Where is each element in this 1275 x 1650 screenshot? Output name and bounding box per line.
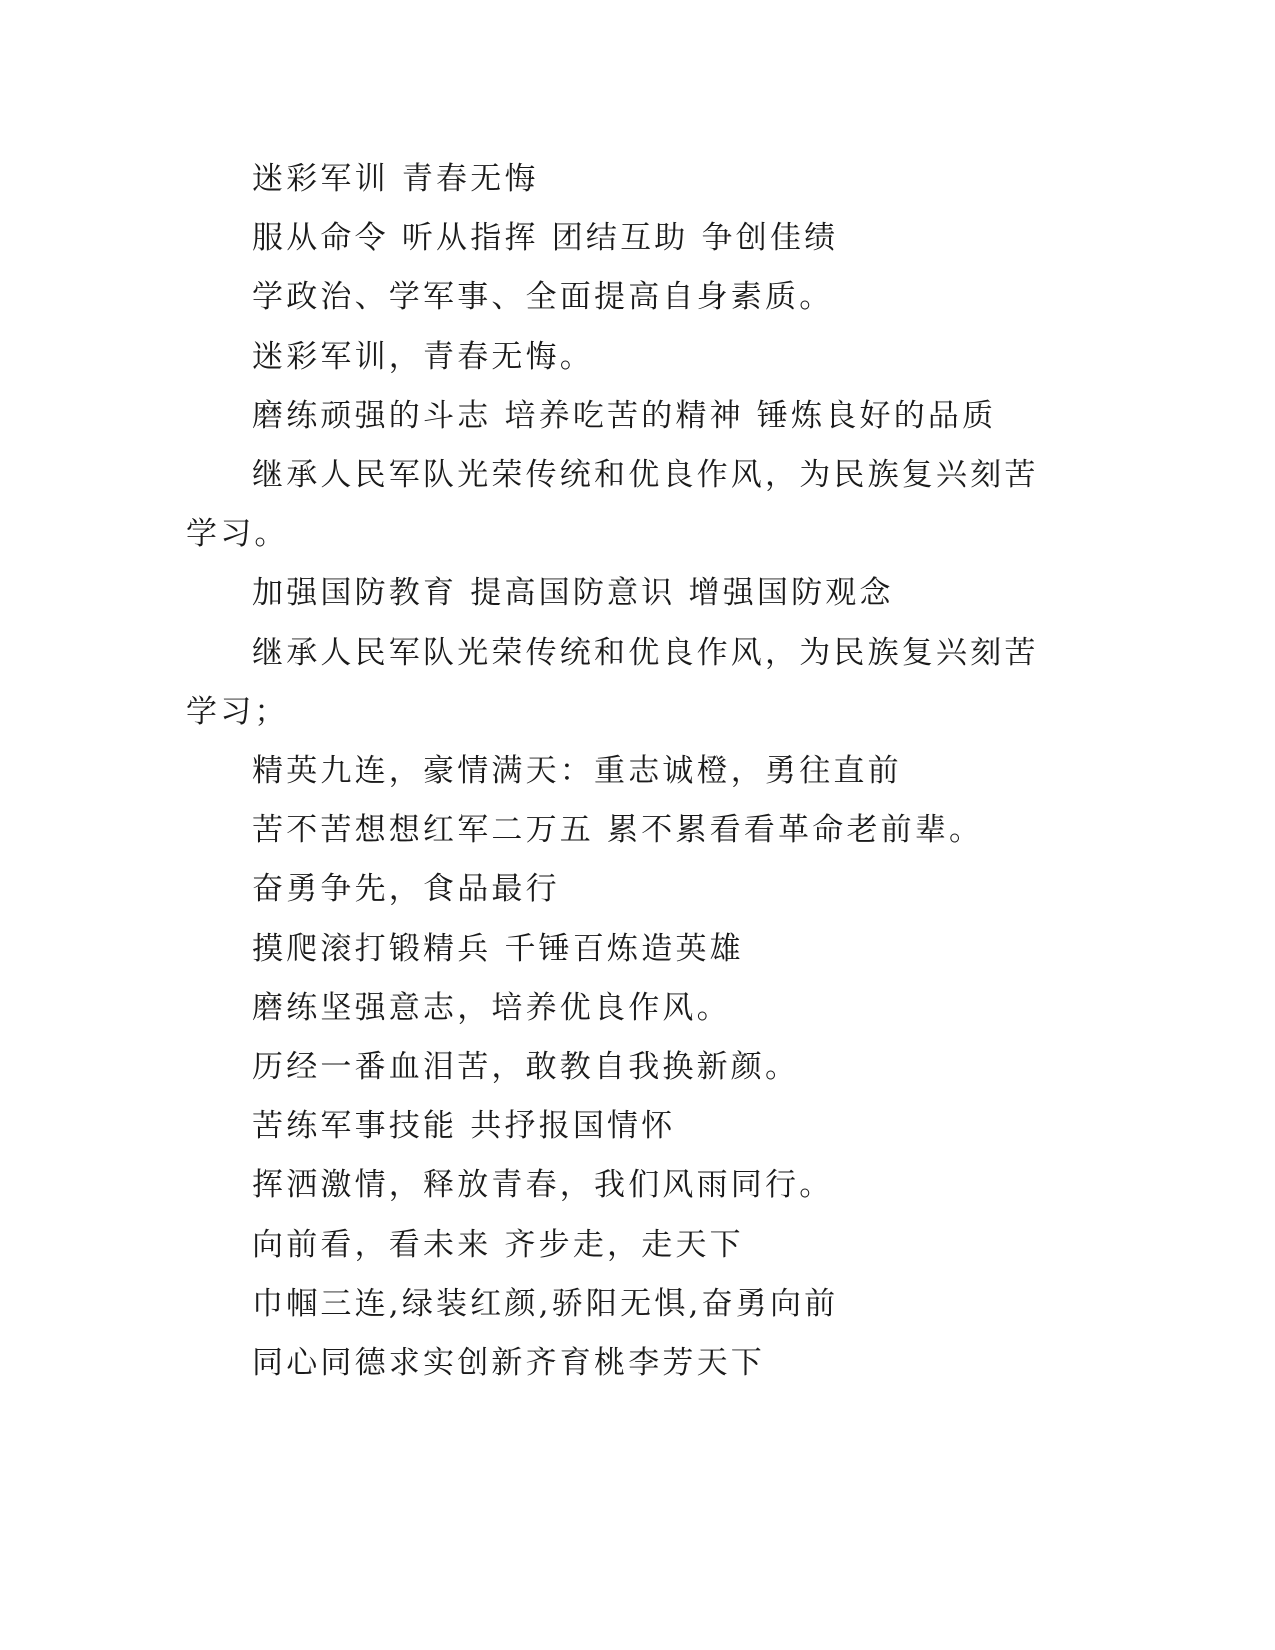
paragraph: 巾帼三连,绿装红颜,骄阳无惧,奋勇向前 xyxy=(252,1285,839,1322)
paragraph: 精英九连，豪情满天：重志诚橙，勇往直前 xyxy=(252,753,902,790)
paragraph: 迷彩军训，青春无悔。 xyxy=(252,338,594,375)
document-body xyxy=(186,150,1046,1393)
paragraph: 继承人民军队光荣传统和优良作风，为民族复兴刻苦学习。 xyxy=(186,457,1039,553)
paragraph: 历经一番血泪苦，敢教自我换新颜。 xyxy=(252,1049,800,1086)
paragraph: 奋勇争先，食品最行 xyxy=(252,871,560,908)
paragraph: 继承人民军队光荣传统和优良作风，为民族复兴刻苦学习； xyxy=(186,634,1039,730)
paragraph: 苦不苦想想红军二万五 累不累看看革命老前辈。 xyxy=(252,812,984,849)
paragraph: 苦练军事技能 共抒报国情怀 xyxy=(252,1108,676,1145)
paragraph: 摸爬滚打锻精兵 千锤百炼造英雄 xyxy=(252,930,744,967)
paragraph: 向前看，看未来 齐步走，走天下 xyxy=(252,1226,744,1263)
paragraph: 迷彩军训 青春无悔 xyxy=(252,161,539,197)
paragraph: 磨练顽强的斗志 培养吃苦的精神 锤炼良好的品质 xyxy=(252,397,997,434)
paragraph: 挥洒激情，释放青春，我们风雨同行。 xyxy=(252,1167,834,1204)
paragraph: 学政治、学军事、全面提高自身素质。 xyxy=(252,279,834,316)
paragraph: 加强国防教育 提高国防意识 增强国防观念 xyxy=(252,575,894,612)
paragraph: 磨练坚强意志，培养优良作风。 xyxy=(252,989,731,1026)
paragraph: 服从命令 听从指挥 团结互助 争创佳绩 xyxy=(252,220,839,257)
paragraph: 同心同德求实创新齐育桃李芳天下 xyxy=(252,1345,765,1382)
